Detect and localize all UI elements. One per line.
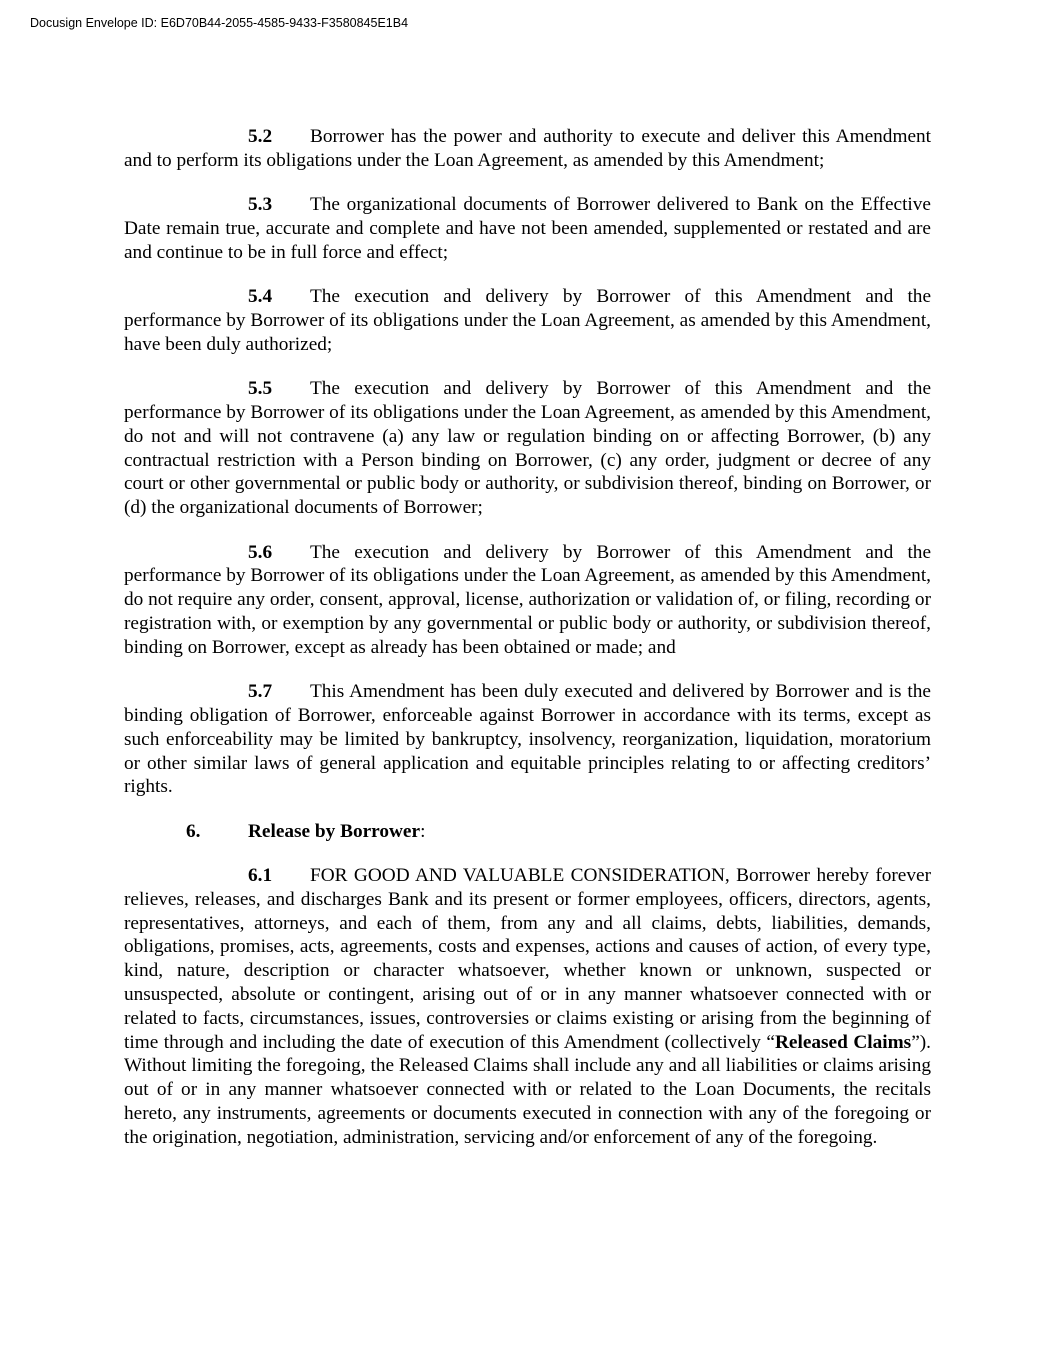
section-text-after: ”). Without limiting the foregoing, the Released Claims shall include any and all liabilities or claims arising out of or in any manner whatsoever connected with or related to the Loan Documents, the recitals hereto, any instruments, agreements or documents executed in connection with any of the foregoing or the origination, negotiation, administration, servicing and/or enforcement of any of the foregoing. xyxy=(124,1031,931,1148)
section-6-1 xyxy=(124,864,931,1150)
section-5-4 xyxy=(124,285,931,356)
section-text: The execution and delivery by Borrower of this Amendment and the performance by Borrower of its obligations under the Loan Agreement, as amended by this Amendment, do not require any order, consent, approval, license, authorization or validation of, or filing, recording or registration with, or exemption by any governmental or public body or authority, or subdivision thereof, binding on Borrower, except as already has been obtained or made; and xyxy=(124,541,931,658)
section-number: 5.2 xyxy=(248,126,273,147)
section-5-6 xyxy=(124,541,931,660)
section-number: 5.7 xyxy=(248,681,273,703)
section-text: The execution and delivery by Borrower of this Amendment and the performance by Borrower of its obligations under the Loan Agreement, as amended by this Amendment, have been duly authorized; xyxy=(124,286,931,355)
section-5-5 xyxy=(124,377,931,520)
section-text: The organizational documents of Borrower delivered to Bank on the Effective Date remain true, accurate and complete and have not been amended, supplemented or restated and are and continue to be in full force and effect; xyxy=(124,194,931,263)
docusign-envelope-id: Docusign Envelope ID: E6D70B44-2055-4585-9433-F3580845E1B4 xyxy=(30,16,409,30)
document-body xyxy=(124,125,931,1170)
heading-title: Release by Borrower xyxy=(248,820,421,842)
section-text: The execution and delivery by Borrower of this Amendment and the performance by Borrower of its obligations under the Loan Agreement, as amended by this Amendment, do not and will not contravene (a) any law or regulation binding on or affecting Borrower, (b) any contractual restriction with a Person binding on Borrower, (c) any order, judgment or decree of any court or other governmental or public body or authority, or subdivision thereof, binding on Borrower, or (d) the organizational documents of Borrower; xyxy=(124,378,931,519)
section-number: 5.6 xyxy=(248,541,273,563)
section-5-7 xyxy=(124,680,931,799)
heading-number: 6. xyxy=(186,820,201,842)
section-text-before: FOR GOOD AND VALUABLE CONSIDERATION, Borrower hereby forever relieves, releases, and discharges Bank and its present or former employees, officers, directors, agents, representatives, attorneys, and each of them, from any and all claims, debts, liabilities, demands, obligations, promises, acts, agreements, costs and expenses, actions and causes of action, of every type, kind, nature, description or character whatsoever, whether known or unknown, suspected or unsuspected, absolute or contingent, arising out of or in any manner whatsoever connected with or related to facts, circumstances, issues, controversies or claims existing or arising from the beginning of time through and including the date of execution of this Amendment (collectively “ xyxy=(124,865,931,1053)
section-6-heading xyxy=(186,820,931,844)
heading-suffix: : xyxy=(420,820,426,842)
section-number: 6.1 xyxy=(248,865,273,887)
defined-term-released-claims: Released Claims xyxy=(774,1031,912,1053)
section-number: 5.3 xyxy=(248,194,273,216)
section-number: 5.5 xyxy=(248,378,273,400)
section-5-2 xyxy=(124,125,931,173)
section-number: 5.4 xyxy=(248,286,273,308)
section-text: This Amendment has been duly executed and delivered by Borrower and is the binding obligation of Borrower, enforceable against Borrower in accordance with its terms, except as such enforceability may be limited by bankruptcy, insolvency, reorganization, liquidation, moratorium or other similar laws of general application and equitable principles relating to or affecting creditors’ rights. xyxy=(124,681,931,798)
section-5-3 xyxy=(124,193,931,264)
section-text: Borrower has the power and authority to execute and deliver this Amendment and to perform its obligations under the Loan Agreement, as amended by this Amendment; xyxy=(124,126,931,171)
